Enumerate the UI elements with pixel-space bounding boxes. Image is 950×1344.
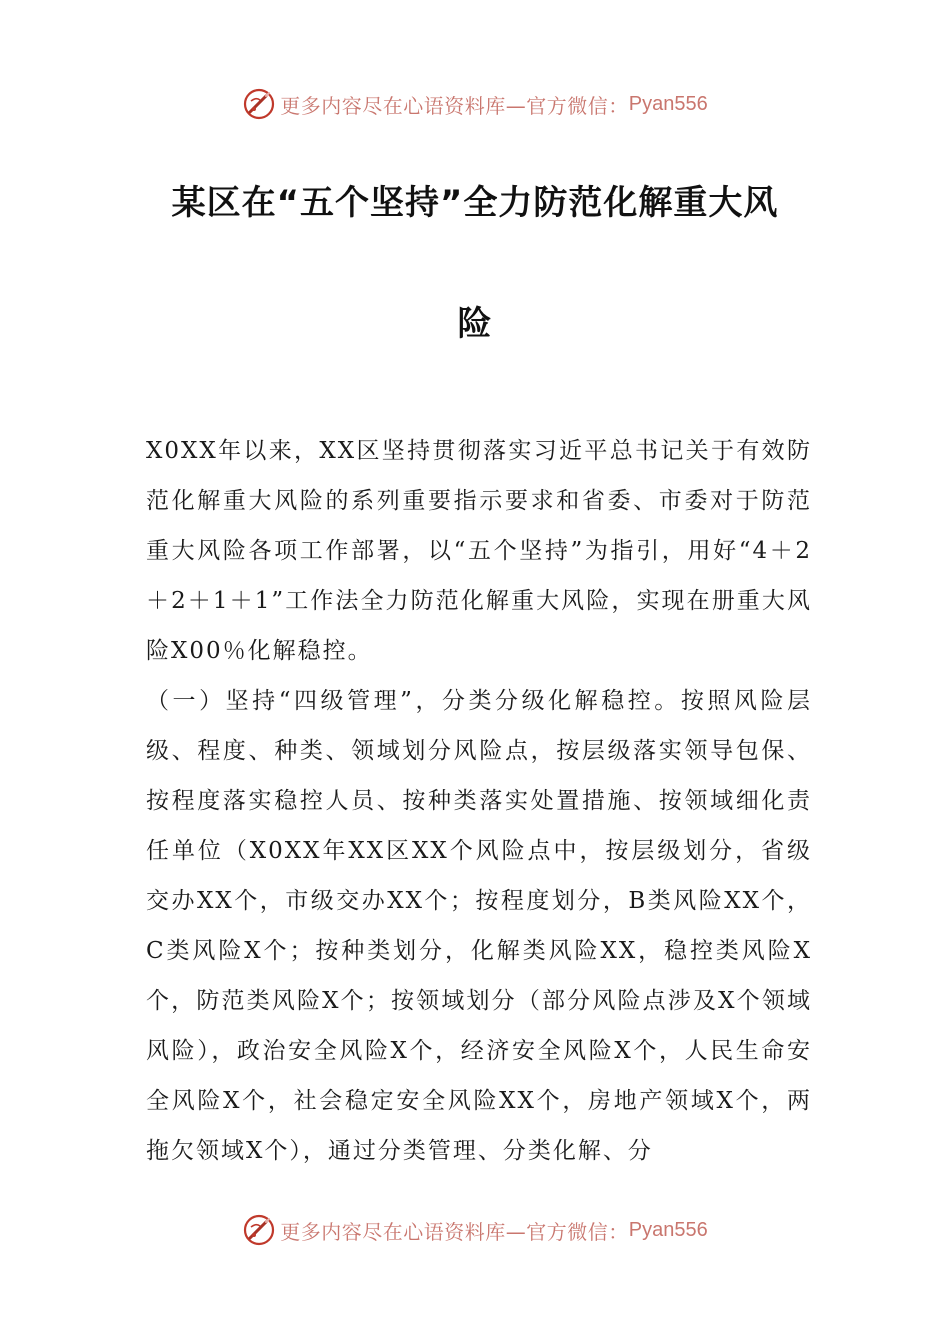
document-title-line1: 某区在“五个坚持”全力防范化解重大风 [171, 183, 779, 223]
paragraph-intro: X0XX年以来，XX区坚持贯彻落实习近平总书记关于有效防范化解重大风险的系列重要指示要求和省委、市委对于防范重大风险各项工作部署，以“五个坚持”为指引，用好“4＋2＋2＋1＋1”工作法全力防范化解重大风险，实现在册重大风险X00％化解稳控。 [146, 438, 812, 664]
watermark-wechat-id: Pyan556 [628, 92, 708, 115]
pen-seal-icon [242, 87, 276, 121]
paragraph-section-1: （一）坚持“四级管理”，分类分级化解稳控。按照风险层级、程度、种类、领域划分风险点，按层级落实领导包保、按程度落实稳控人员、按种类落实处置措施、按领域细化责任单位（X0XX年XX区XX个风险点中，按层级划分，省级交办XX个，市级交办XX个；按程度划分，B类风险XX个，C类风险X个；按种类划分，化解类风险XX，稳控类风险X个，防范类风险X个；按领域划分（部分风险点涉及X个领域风险），政治安全风险X个，经济安全风险X个，人民生命安全风险X个，社会稳定安全风险XX个，房地产领域X个，两拖欠领域X个），通过分类管理、分类化解、分 [146, 688, 812, 1164]
watermark-banner-top [0, 84, 950, 124]
watermark-wechat-id: Pyan556 [628, 1218, 708, 1241]
watermark-text: 更多内容尽在心语资料库—官方微信： [280, 93, 629, 118]
watermark-banner-bottom [0, 1210, 950, 1250]
document-body [146, 426, 812, 1176]
document-title-line2: 险 [457, 304, 493, 344]
watermark-text: 更多内容尽在心语资料库—官方微信： [280, 1219, 629, 1244]
pen-seal-icon [242, 1213, 276, 1247]
